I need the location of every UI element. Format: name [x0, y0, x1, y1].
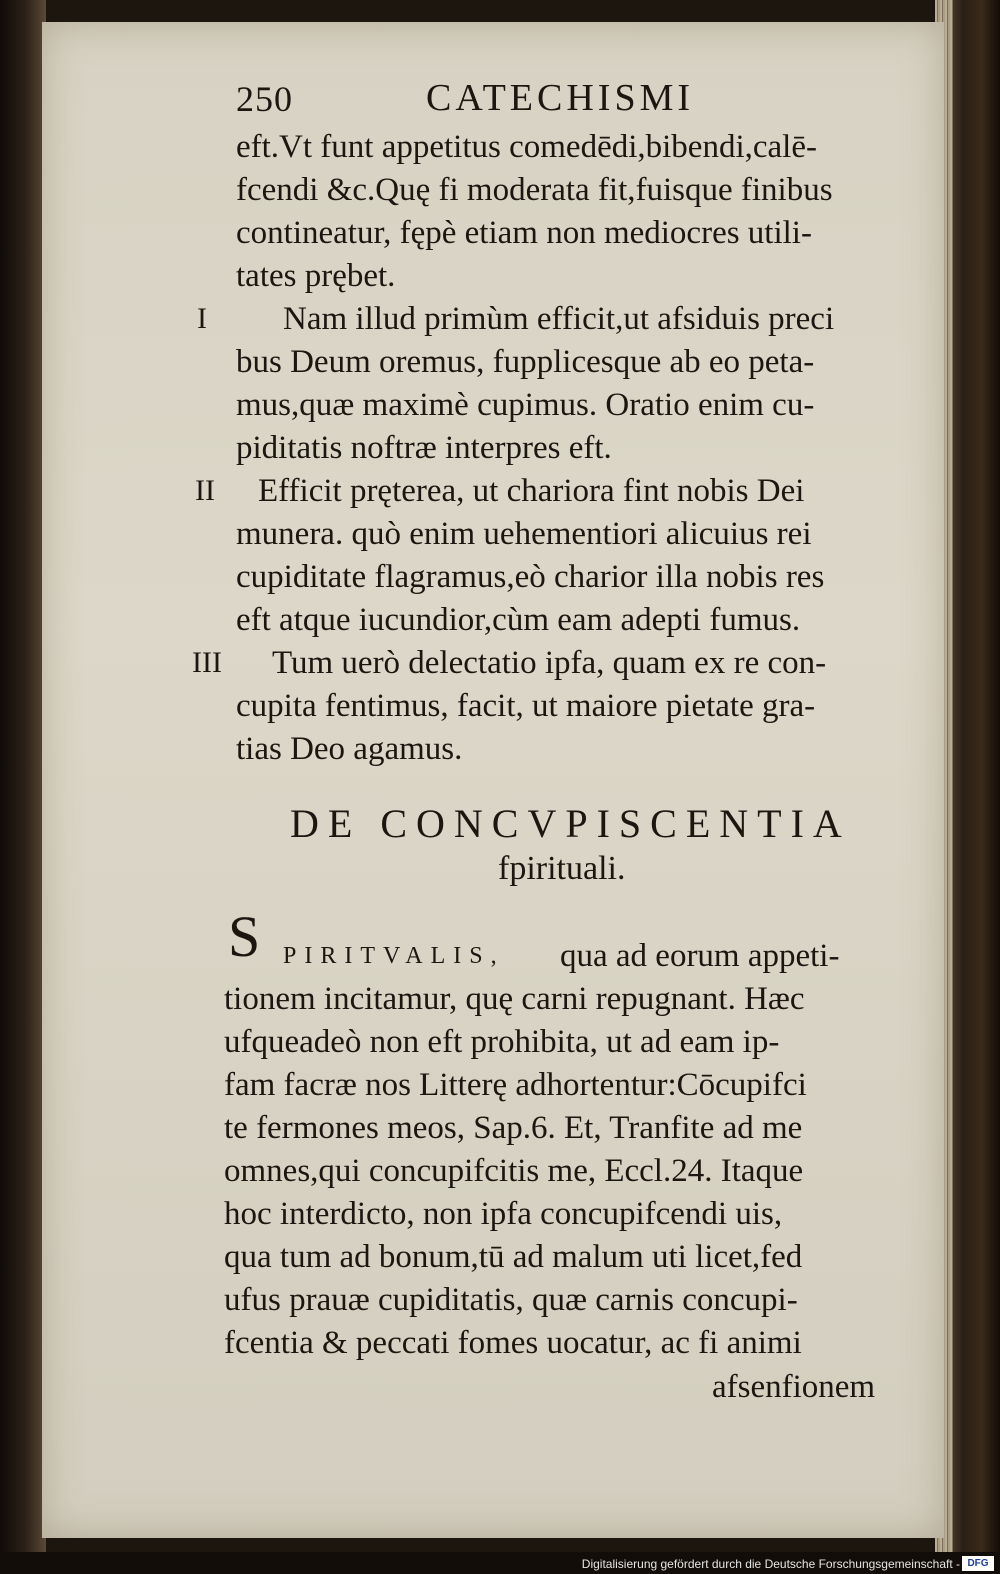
page-header — [236, 72, 796, 132]
text-line: hoc interdicto, non ipfa concupifcendi uis, — [224, 1196, 783, 1232]
text-line: qua tum ad bonum,tū ad malum uti licet,fed — [224, 1239, 803, 1275]
book-binding-left — [0, 0, 46, 1574]
text-line: eft atque iucundior,cùm eam adepti fumus. — [236, 602, 801, 638]
small-caps-opening: PIRITVALIS, — [283, 943, 505, 969]
text-line: fcendi &c.Quę fi moderata fit,fuisque finibus — [236, 172, 833, 208]
text-line: fcentia & peccati fomes uocatur, ac fi animi — [224, 1325, 802, 1361]
text-line: cupita fentimus, facit, ut maiore pietate gra- — [236, 688, 816, 724]
text-line: eft.Vt funt appetitus comedēdi,bibendi,calē- — [236, 129, 817, 165]
text-line: piditatis noftræ interpres eft. — [236, 430, 612, 466]
text-line: bus Deum oremus, fupplicesque ab eo peta- — [236, 344, 815, 380]
drop-cap: S — [228, 904, 261, 969]
digitization-credit: Digitalisierung gefördert durch die Deutsche Forschungsgemeinschaft - — [581, 1557, 960, 1571]
text-line: mus,quæ maximè cupimus. Oratio enim cu- — [236, 387, 815, 423]
point-marker: I — [197, 302, 207, 335]
text-line: cupiditate flagramus,eò charior illa nobis res — [236, 559, 825, 595]
page-number: 250 — [236, 79, 293, 119]
text-line: te fermones meos, Sap.6. Et, Tranfite ad me — [224, 1110, 803, 1146]
catchword: afsenfionem — [712, 1369, 876, 1405]
running-title: CATECHISMI — [426, 77, 695, 119]
text-line: Tum uerò delectatio ipfa, quam ex re con- — [272, 645, 827, 681]
text-line: Nam illud primùm efficit,ut afsiduis preci — [283, 301, 835, 337]
text-line: tates prębet. — [236, 258, 396, 294]
point-marker: II — [195, 474, 215, 507]
point-marker: III — [192, 646, 222, 679]
section-heading: DE CONCVPISCENTIA — [290, 801, 851, 846]
text-line: fam facræ nos Litterę adhortentur:Cōcupifci — [224, 1067, 807, 1103]
text-line: tionem incitamur, quę carni repugnant. Hæc — [224, 981, 805, 1017]
text-line: munera. quò enim uehementiori alicuius rei — [236, 516, 812, 552]
text-line: ufus prauæ cupiditatis, quæ carnis concupi- — [224, 1282, 798, 1318]
section-subheading: fpirituali. — [498, 850, 626, 887]
text-line: ufqueadeò non eft prohibita, ut ad eam ip- — [224, 1024, 780, 1060]
text-line: contineatur, fępè etiam non mediocres utili- — [236, 215, 812, 251]
text-line: omnes,qui concupifcitis me, Eccl.24. Itaque — [224, 1153, 804, 1189]
text-line: Efficit pręterea, ut chariora fint nobis Dei — [258, 473, 805, 509]
dfg-logo: DFG — [962, 1556, 994, 1571]
footer-bar — [0, 1552, 1000, 1574]
text-line: qua ad eorum appeti- — [560, 938, 840, 974]
text-line: tias Deo agamus. — [236, 731, 463, 767]
